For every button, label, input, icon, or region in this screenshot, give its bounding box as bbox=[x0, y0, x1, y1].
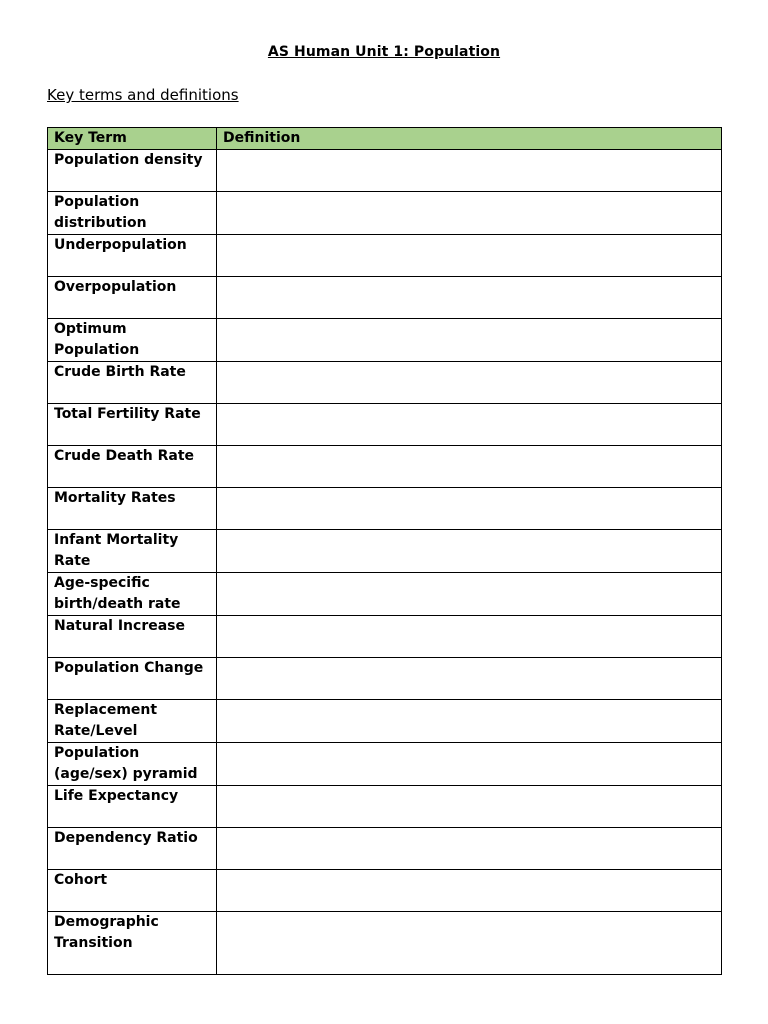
table-row bbox=[48, 743, 722, 786]
key-term-cell: Demographic Transition bbox=[48, 912, 217, 975]
definition-cell[interactable] bbox=[217, 192, 722, 235]
table-row bbox=[48, 404, 722, 446]
key-term-cell: Overpopulation bbox=[48, 277, 217, 319]
definition-cell[interactable] bbox=[217, 488, 722, 530]
definition-cell[interactable] bbox=[217, 912, 722, 975]
key-term-cell: Population distribution bbox=[48, 192, 217, 235]
definition-cell[interactable] bbox=[217, 870, 722, 912]
definition-cell[interactable] bbox=[217, 530, 722, 573]
key-term-cell: Underpopulation bbox=[48, 235, 217, 277]
definition-cell[interactable] bbox=[217, 700, 722, 743]
table-row bbox=[48, 192, 722, 235]
table-row bbox=[48, 362, 722, 404]
table-row bbox=[48, 319, 722, 362]
key-term-cell: Life Expectancy bbox=[48, 786, 217, 828]
table-header-row bbox=[48, 128, 722, 150]
table-row bbox=[48, 658, 722, 700]
table-row bbox=[48, 828, 722, 870]
table-row bbox=[48, 616, 722, 658]
table-row bbox=[48, 235, 722, 277]
table-row bbox=[48, 700, 722, 743]
key-term-cell: Infant Mortality Rate bbox=[48, 530, 217, 573]
definition-cell[interactable] bbox=[217, 743, 722, 786]
definition-cell[interactable] bbox=[217, 616, 722, 658]
definition-cell[interactable] bbox=[217, 573, 722, 616]
table-row bbox=[48, 150, 722, 192]
key-term-cell: Age-specific birth/death rate bbox=[48, 573, 217, 616]
key-term-cell: Population (age/sex) pyramid bbox=[48, 743, 217, 786]
key-term-cell: Replacement Rate/Level bbox=[48, 700, 217, 743]
column-header-definition: Definition bbox=[217, 128, 722, 150]
page-title: AS Human Unit 1: Population bbox=[267, 44, 501, 60]
key-term-cell: Natural Increase bbox=[48, 616, 217, 658]
key-term-cell: Total Fertility Rate bbox=[48, 404, 217, 446]
definition-cell[interactable] bbox=[217, 658, 722, 700]
section-heading: Key terms and definitions bbox=[47, 86, 239, 104]
definition-cell[interactable] bbox=[217, 235, 722, 277]
table-row bbox=[48, 870, 722, 912]
key-term-cell: Population density bbox=[48, 150, 217, 192]
key-term-cell: Population Change bbox=[48, 658, 217, 700]
key-term-cell: Crude Birth Rate bbox=[48, 362, 217, 404]
key-term-cell: Crude Death Rate bbox=[48, 446, 217, 488]
definition-cell[interactable] bbox=[217, 362, 722, 404]
definition-cell[interactable] bbox=[217, 446, 722, 488]
definition-cell[interactable] bbox=[217, 828, 722, 870]
key-term-cell: Mortality Rates bbox=[48, 488, 217, 530]
column-header-key-term: Key Term bbox=[48, 128, 217, 150]
table-row bbox=[48, 912, 722, 975]
table-row bbox=[48, 530, 722, 573]
table-row bbox=[48, 488, 722, 530]
table-row bbox=[48, 573, 722, 616]
definition-cell[interactable] bbox=[217, 404, 722, 446]
key-terms-table bbox=[47, 127, 722, 975]
definition-cell[interactable] bbox=[217, 786, 722, 828]
table-row bbox=[48, 277, 722, 319]
definition-cell[interactable] bbox=[217, 319, 722, 362]
key-term-cell: Cohort bbox=[48, 870, 217, 912]
key-term-cell: Optimum Population bbox=[48, 319, 217, 362]
definition-cell[interactable] bbox=[217, 277, 722, 319]
key-term-cell: Dependency Ratio bbox=[48, 828, 217, 870]
definition-cell[interactable] bbox=[217, 150, 722, 192]
table-row bbox=[48, 786, 722, 828]
table-row bbox=[48, 446, 722, 488]
